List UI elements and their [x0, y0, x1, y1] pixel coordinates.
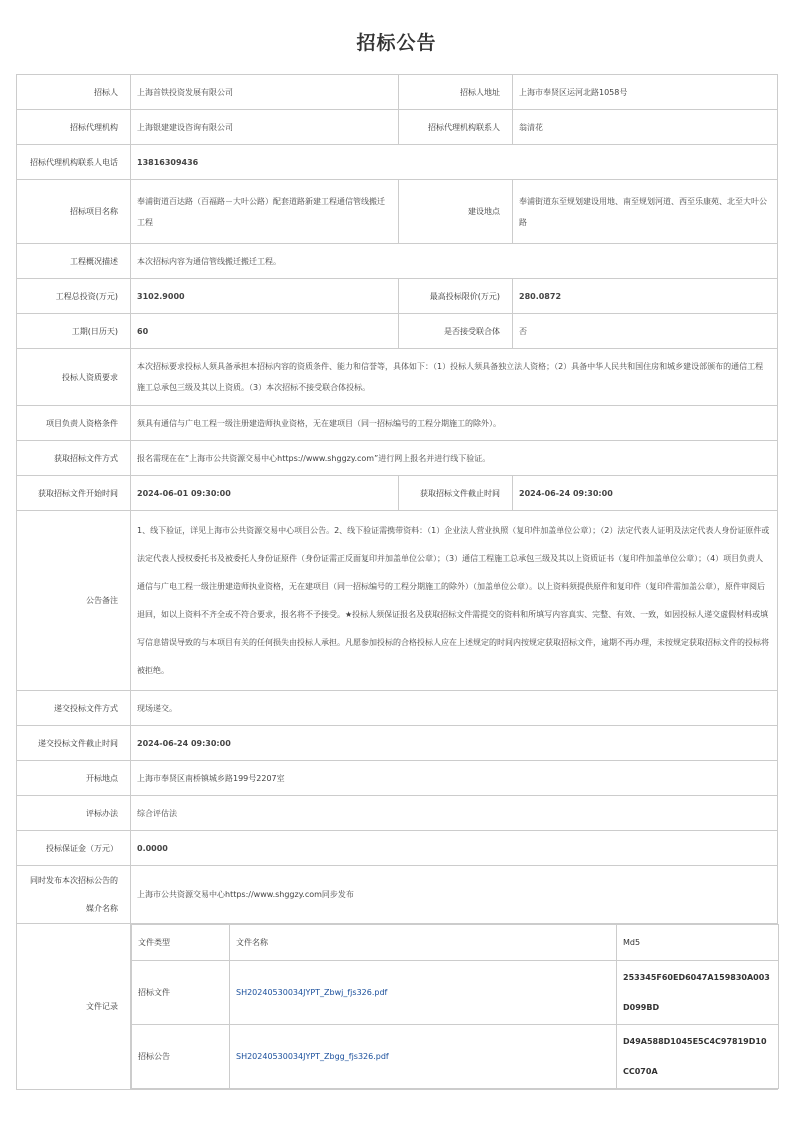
files-table — [131, 924, 779, 1089]
row-deposit — [17, 831, 778, 866]
media-label: 同时发布本次招标公告的媒介名称 — [17, 866, 131, 924]
qualification-value: 本次招标要求投标人须具备承担本招标内容的资质条件、能力和信誉等，具体如下：（1）投标人须具备独立法人资格；（2）具备中华人民共和国住房和城乡建设部颁布的通信工程施工总承包三级及其以上资质。（3）本次招标不接受联合体投标。 — [131, 349, 778, 406]
tenderer-label: 招标人 — [17, 75, 131, 110]
files-row — [132, 1025, 779, 1089]
row-submit-deadline — [17, 726, 778, 761]
qualification-label: 投标人资质要求 — [17, 349, 131, 406]
file-md5: 253345F60ED6047A159830A003D099BD — [617, 961, 779, 1025]
row-get-method — [17, 441, 778, 476]
site-value: 奉浦街道东至规划建设用地、南至规划河道、西至乐康苑、北至大叶公路 — [513, 180, 778, 244]
project-name-label: 招标项目名称 — [17, 180, 131, 244]
agency-contact-value: 翁清花 — [513, 110, 778, 145]
notes-value: 1、线下验证，详见上海市公共资源交易中心项目公告。2、线下验证需携带资料：（1）企业法人营业执照（复印件加盖单位公章）；（2）法定代表人证明及法定代表人身份证原件或法定代表人授权委托书及被委托人身份证原件（身份证需正反面复印并加盖单位公章）；（3）通信工程施工总承包三级及其以上资质证书（复印件加盖单位公章）；（4）项目负责人通信与广电工程一级注册建造师执业资格，无在建项目（同一招标编号的工程分期施工的除外）（加盖单位公章）。以上资料须提供原件和复印件（复印件需加盖公章），原件审阅后退回，如以上资料不齐全或不符合要求，报名将不予接受。★投标人须保证报名及获取招标文件需提交的资料和所填写内容真实、完整、有效、一致，如因投标人递交虚假材料或填写信息错误导致的与本项目有关的任何损失由投标人承担。凡愿参加投标的合格投标人应在上述规定的时间内按规定获取招标文件，逾期不再办理，未按规定获取招标文件的投标将被拒绝。 — [131, 511, 778, 691]
get-method-value: 报名需现在在“上海市公共资源交易中心https://www.shggzy.com”进行网上报名并进行线下验证。 — [131, 441, 778, 476]
agency-phone-label: 招标代理机构联系人电话 — [17, 145, 131, 180]
row-files — [17, 924, 778, 1090]
get-method-label: 获取招标文件方式 — [17, 441, 131, 476]
submit-method-value: 现场递交。 — [131, 691, 778, 726]
row-agency — [17, 110, 778, 145]
get-end-label: 获取招标文件截止时间 — [399, 476, 513, 511]
get-end-value: 2024-06-24 09:30:00 — [513, 476, 778, 511]
files-header-name: 文件名称 — [230, 925, 617, 961]
investment-label: 工程总投资(万元) — [17, 279, 131, 314]
agency-phone-value: 13816309436 — [131, 145, 778, 180]
file-type: 招标文件 — [132, 961, 230, 1025]
max-price-label: 最高投标限价(万元) — [399, 279, 513, 314]
files-header-md5: Md5 — [617, 925, 779, 961]
row-notes — [17, 511, 778, 691]
duration-value: 60 — [131, 314, 399, 349]
tenderer-address-label: 招标人地址 — [399, 75, 513, 110]
get-start-value: 2024-06-01 09:30:00 — [131, 476, 399, 511]
agency-value: 上海银建建设咨询有限公司 — [131, 110, 399, 145]
row-get-time — [17, 476, 778, 511]
file-name-link[interactable]: SH20240530034JYPT_Zbgg_fjs326.pdf — [230, 1025, 617, 1089]
agency-label: 招标代理机构 — [17, 110, 131, 145]
consortium-label: 是否接受联合体 — [399, 314, 513, 349]
file-md5: D49A588D1045E5C4C97819D10CC070A — [617, 1025, 779, 1089]
row-overview — [17, 244, 778, 279]
submit-deadline-value: 2024-06-24 09:30:00 — [131, 726, 778, 761]
opening-value: 上海市奉贤区南桥镇城乡路199号2207室 — [131, 761, 778, 796]
deposit-value: 0.0000 — [131, 831, 778, 866]
file-name-link[interactable]: SH20240530034JYPT_Zbwj_fjs326.pdf — [230, 961, 617, 1025]
submit-method-label: 递交投标文件方式 — [17, 691, 131, 726]
tender-info-table — [16, 74, 778, 1090]
manager-value: 须具有通信与广电工程一级注册建造师执业资格，无在建项目（同一招标编号的工程分期施工的除外）。 — [131, 406, 778, 441]
row-qualification — [17, 349, 778, 406]
duration-label: 工期(日历天) — [17, 314, 131, 349]
row-submit-method — [17, 691, 778, 726]
file-type: 招标公告 — [132, 1025, 230, 1089]
overview-label: 工程概况描述 — [17, 244, 131, 279]
deposit-label: 投标保证金（万元） — [17, 831, 131, 866]
page-title: 招标公告 — [356, 32, 437, 54]
notes-label: 公告备注 — [17, 511, 131, 691]
agency-contact-label: 招标代理机构联系人 — [399, 110, 513, 145]
row-tenderer — [17, 75, 778, 110]
eval-value: 综合评估法 — [131, 796, 778, 831]
row-media — [17, 866, 778, 924]
files-label: 文件记录 — [17, 924, 131, 1090]
row-duration — [17, 314, 778, 349]
eval-label: 评标办法 — [17, 796, 131, 831]
get-start-label: 获取招标文件开始时间 — [17, 476, 131, 511]
row-manager — [17, 406, 778, 441]
row-investment — [17, 279, 778, 314]
manager-label: 项目负责人资格条件 — [17, 406, 131, 441]
row-agency-phone — [17, 145, 778, 180]
opening-label: 开标地点 — [17, 761, 131, 796]
consortium-value: 否 — [513, 314, 778, 349]
tenderer-address-value: 上海市奉贤区运河北路1058号 — [513, 75, 778, 110]
files-cell — [131, 924, 778, 1090]
project-name-value: 奉浦街道百达路（百福路－大叶公路）配套道路新建工程通信管线搬迁工程 — [131, 180, 399, 244]
files-header-type: 文件类型 — [132, 925, 230, 961]
tenderer-value: 上海首铁投资发展有限公司 — [131, 75, 399, 110]
overview-value: 本次招标内容为通信管线搬迁搬迁工程。 — [131, 244, 778, 279]
submit-deadline-label: 递交投标文件截止时间 — [17, 726, 131, 761]
max-price-value: 280.0872 — [513, 279, 778, 314]
investment-value: 3102.9000 — [131, 279, 399, 314]
row-eval — [17, 796, 778, 831]
files-header-row — [132, 925, 779, 961]
files-row — [132, 961, 779, 1025]
site-label: 建设地点 — [399, 180, 513, 244]
row-project-name — [17, 180, 778, 244]
media-value: 上海市公共资源交易中心https://www.shggzy.com同步发布 — [131, 866, 778, 924]
row-opening — [17, 761, 778, 796]
